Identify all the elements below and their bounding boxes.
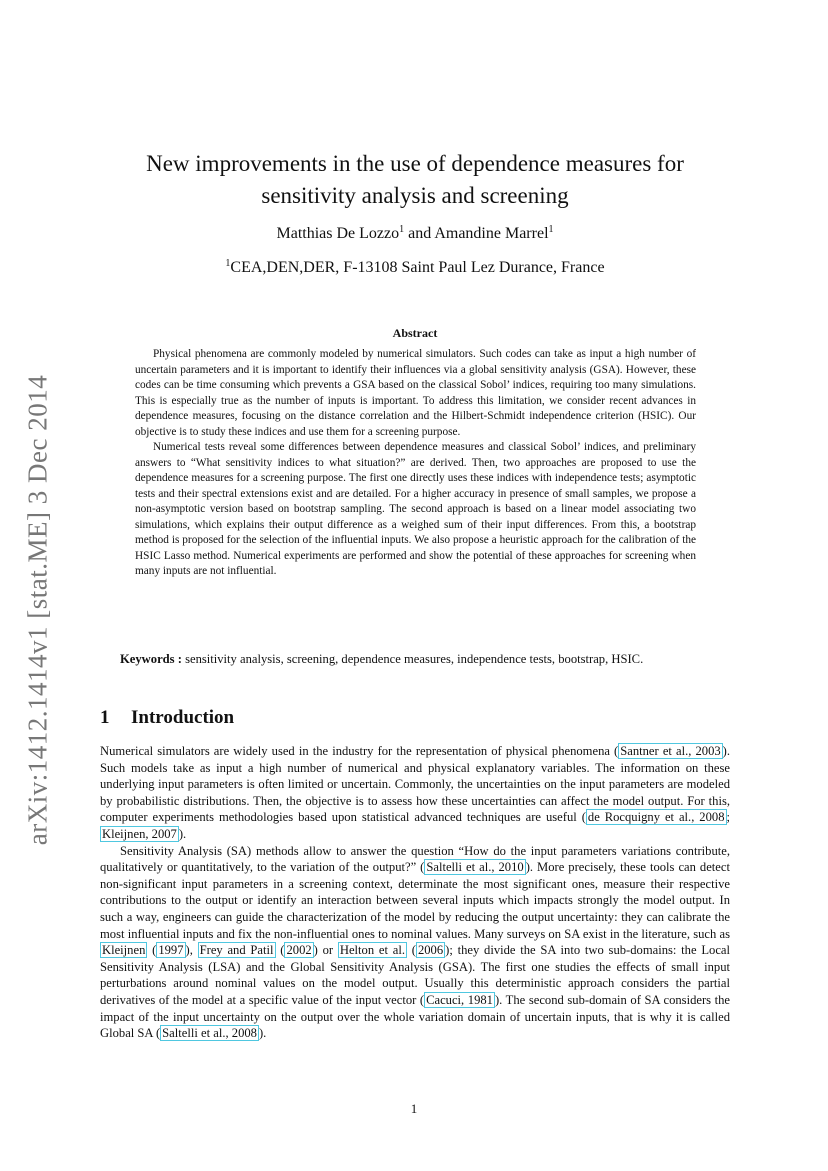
citation-link[interactable]: Cacuci, 1981 [426, 992, 493, 1007]
arxiv-identifier-text: arXiv:1412.1414v1 [stat.ME] 3 Dec 2014 [22, 374, 53, 846]
author-1: Matthias De Lozzo [276, 225, 400, 242]
citation-link[interactable]: Saltelli et al., 2010 [426, 860, 524, 875]
affiliation-text: CEA,DEN,DER, F-13108 Saint Paul Lez Durance, France [230, 259, 605, 276]
abstract-heading: Abstract [392, 326, 438, 340]
text-run: ). [258, 1026, 267, 1041]
text-run: ); they divide the SA into two sub-domains: the Local Sensitivity Analysis (LSA) and the Global Sensitivity Analysis (GSA). The first one studies the effects of small input perturbations around nominal values on the model output. Usually this deterministic approach considers the partial derivatives of the model at a specific value of the input vector ( [100, 943, 730, 1007]
introduction-body [100, 743, 730, 1042]
text-run: ( [147, 943, 157, 958]
affiliation [100, 259, 730, 277]
text-run: ). More precisely, these tools can detect non-significant input parameters in a screening context, determinate the most significant ones, measure their respective contributions to the output or identify an interaction between several inputs which impacts strongly the model output. In such a way, engineers can guide the characterization of the model by reducing the output uncertainty: they can calibrate the most influential inputs and fix the non-influential ones to nominal values. Many surveys on SA exist in the literature, such as [100, 860, 730, 941]
page-number: 1 [410, 1101, 418, 1116]
citation-link[interactable]: 2002 [286, 943, 312, 958]
citation-link[interactable]: 1997 [158, 943, 184, 958]
citation-link[interactable]: Kleijnen, 2007 [102, 826, 177, 841]
keywords [100, 651, 730, 668]
section-title: Introduction [131, 707, 235, 728]
intro-paragraph-1 [100, 743, 730, 843]
text-run: ), [185, 943, 198, 958]
intro-paragraph-2 [100, 843, 730, 1042]
citation-link[interactable]: 2006 [417, 943, 444, 958]
text-run: ). [178, 826, 187, 841]
text-run: ). Such models take as input a high number of numerical and physical explanatory variables. The information on these underlying input parameters is often limited or uncertain. Commonly, the uncertainties on the input parameters are modeled by probabilistic distributions. Then, the objective is to assess how these uncertainties can affect the model output. For this, computer experiments methodologies based upon statistical advanced techniques are useful ( [100, 744, 731, 825]
citation-link[interactable]: Saltelli et al., 2008 [162, 1026, 257, 1041]
text-run: ( [406, 943, 416, 958]
abstract-paragraph-1: Physical phenomena are commonly modeled by numerical simulators. Such codes can take as input a high number of uncertain parameters and it is important to identify their influences via a global sensitivity analysis (GSA). However, these codes can be time consuming which prevents a GSA based on the classical Sobol’ indices, requiring too many simulations. This is especially true as the number of inputs is important. To address this limitation, we consider recent advances in dependence measures, focusing on the distance correlation and the Hilbert-Schmidt independence criterion (HSIC). Our objective is to study these indices and use them for a screening purpose. [135, 348, 696, 438]
citation-link[interactable]: Frey and Patil [199, 943, 274, 958]
text-run: Numerical simulators are widely used in the industry for the representation of physical phenomena ( [100, 744, 619, 758]
abstract-paragraph-2: Numerical tests reveal some differences between dependence measures and classical Sobol’ indices, and preliminary answers to “What sensitivity indices to what situation?” are derived. Then, two approaches are proposed to use the dependence measures for a screening purpose. The first one directly uses these indices with independence tests; asymptotic tests and their spectral extensions exist and are detailed. For a higher accuracy in presence of small samples, we propose a non-asymptotic version based on bootstrap sampling. The second approach is based on a linear model associating two simulations, which explains their output difference as a weighed sum of their input differences. From this, a bootstrap method is proposed for the selection of the influential inputs. We also propose a heuristic approach for the calibration of the HSIC Lasso method. Numerical experiments are performed and show the potential of these approaches for screening when many inputs are not influential. [135, 441, 696, 577]
author-connector: and [404, 225, 435, 242]
arxiv-identifier [18, 370, 58, 850]
keywords-text: sensitivity analysis, screening, dependence measures, independence tests, bootstrap, HSIC. [185, 652, 644, 666]
title-line-2: sensitivity analysis and screening [261, 183, 569, 208]
section-heading [100, 707, 234, 729]
text-run: ( [275, 943, 285, 958]
section-number: 1 [100, 707, 110, 728]
abstract [135, 347, 696, 580]
author-2-affil-mark: 1 [548, 224, 554, 235]
text-run: Sensitivity Analysis (SA) methods allow to answer the question “How do the input parameters variations contribute, qualitatively or quantitatively, to the variation of the output?” ( [100, 843, 730, 875]
text-run: ) or [313, 943, 338, 958]
citation-link[interactable]: Kleijnen [102, 943, 146, 958]
authors [100, 225, 730, 243]
author-1-affil-mark: 1 [399, 224, 405, 235]
paper-title [100, 148, 730, 212]
affiliation-mark: 1 [225, 258, 231, 269]
keywords-label: Keywords : [120, 652, 182, 666]
title-line-1: New improvements in the use of dependence measures for [146, 151, 684, 176]
citation-link[interactable]: de Rocquigny et al., 2008 [587, 810, 725, 825]
text-run: ; [726, 810, 730, 825]
author-2: Amandine Marrel [434, 225, 549, 242]
citation-link[interactable]: Helton et al. [339, 943, 405, 958]
text-run: ). The second sub-domain of SA considers the impact of the input uncertainty on the output over the whole variation domain of uncertain inputs, that is why it is called Global SA ( [100, 992, 731, 1041]
citation-link[interactable]: Santner et al., 2003 [620, 744, 721, 758]
